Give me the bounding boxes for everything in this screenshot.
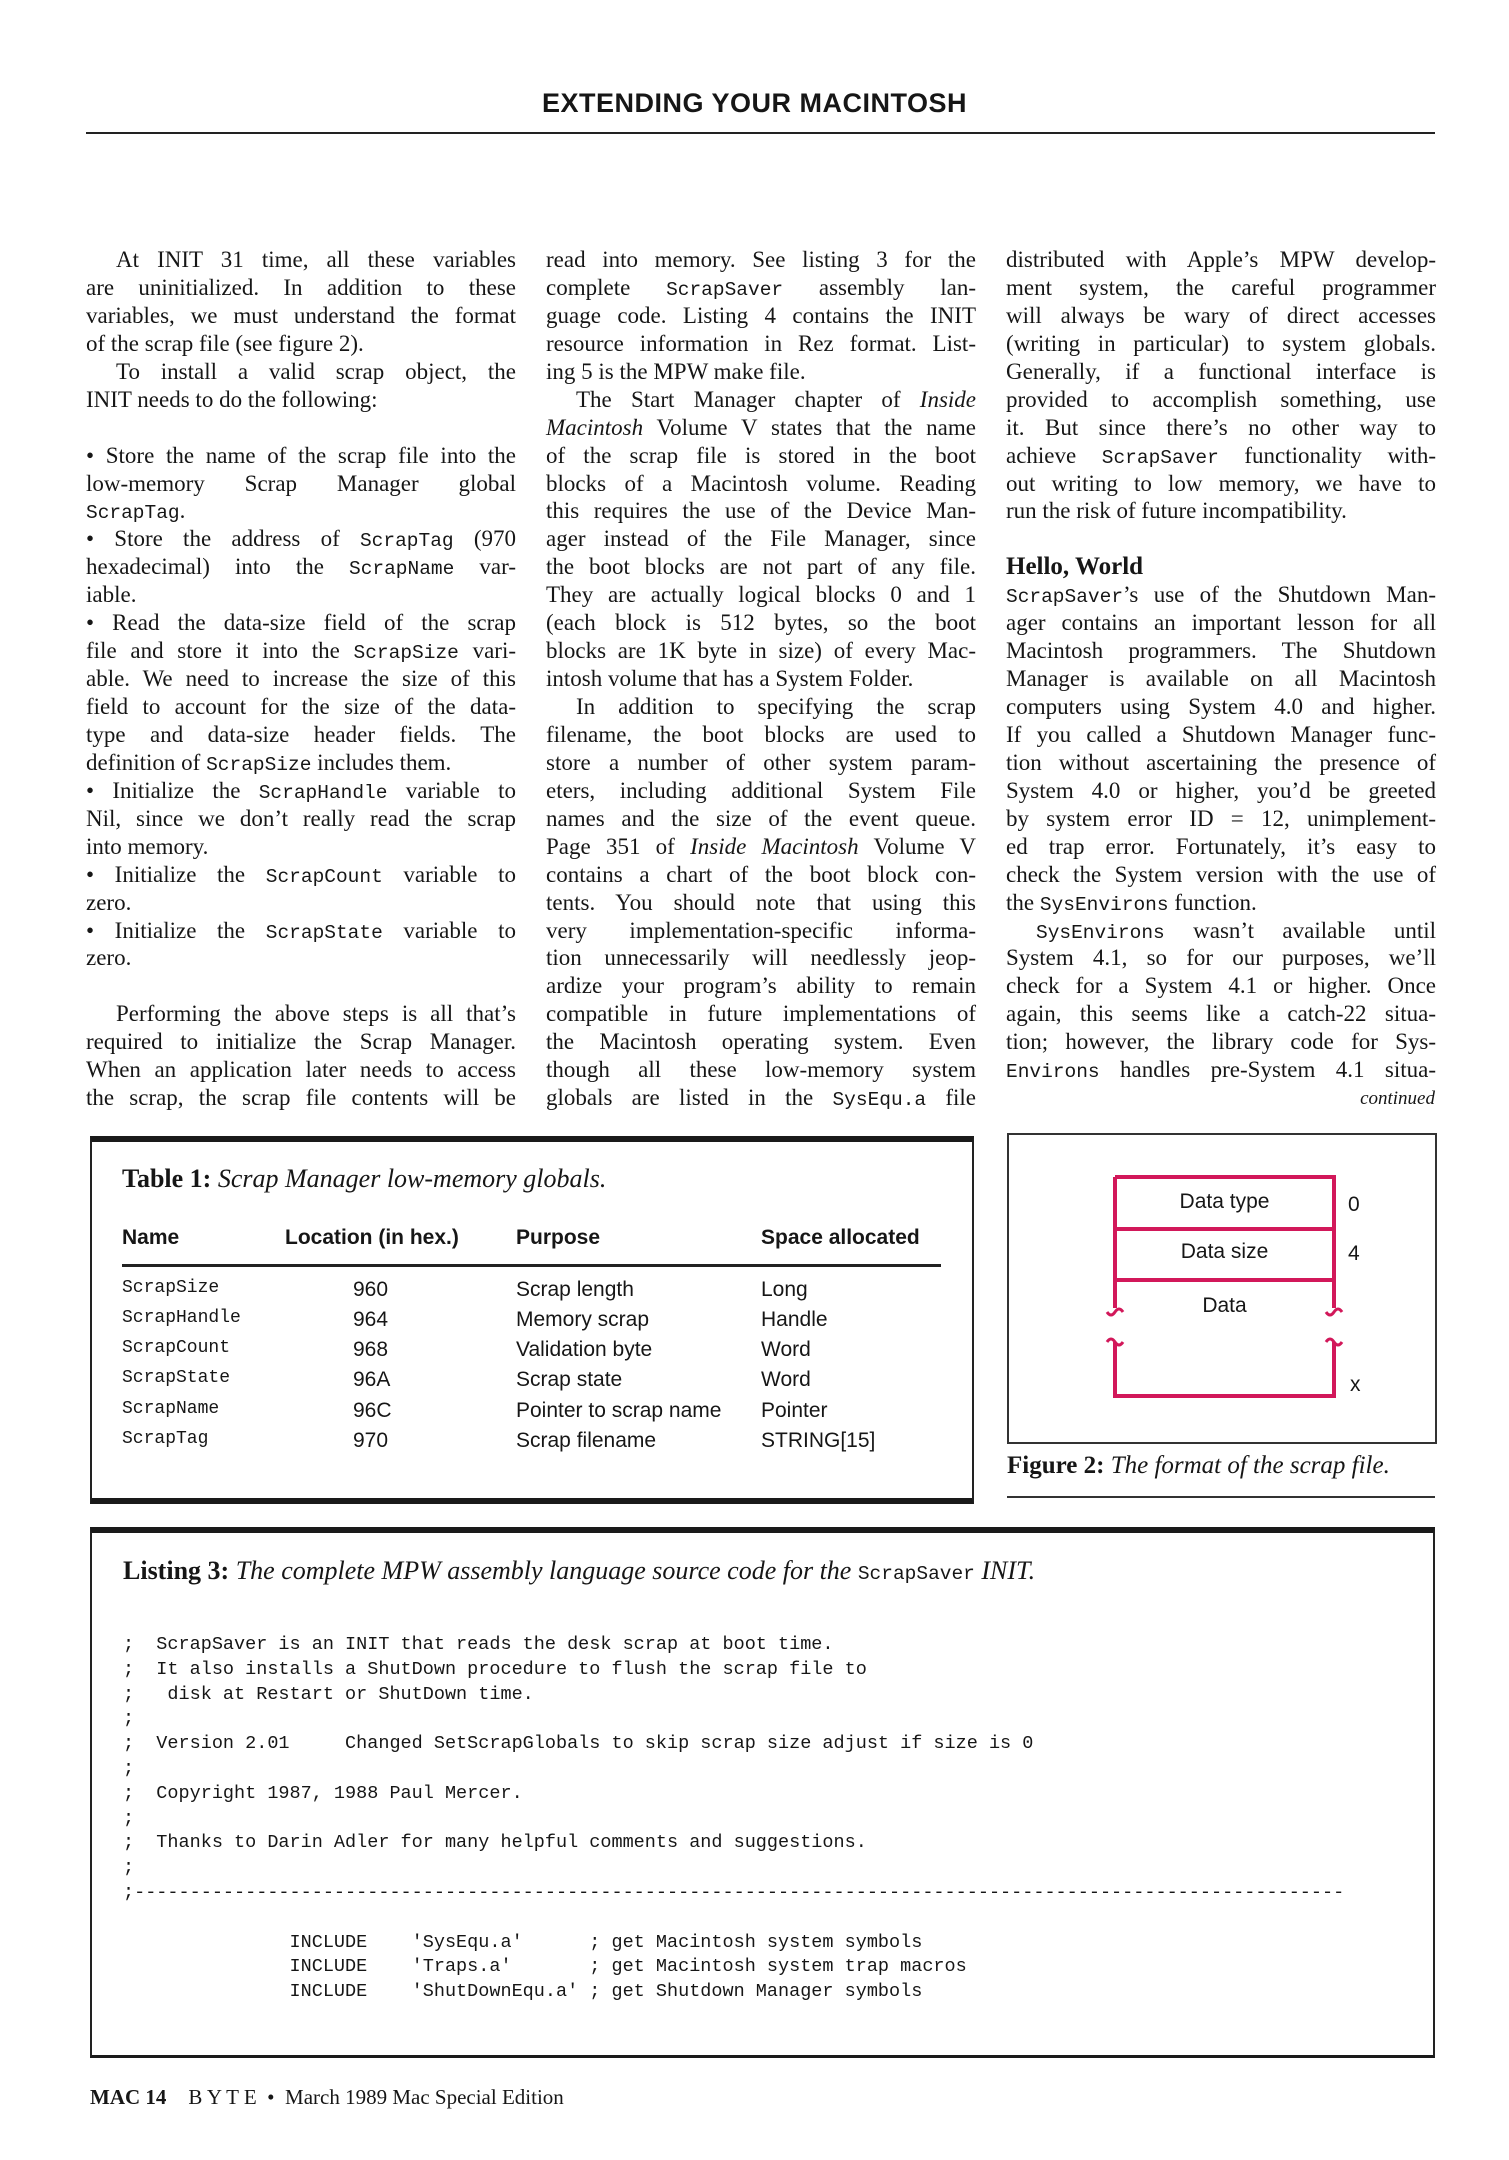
listing-label: Listing 3: [123, 1556, 230, 1585]
cell-name: ScrapName [122, 1399, 220, 1419]
text-run: ardize your program’s ability to remain [546, 973, 976, 999]
text-run: If you called a Shutdown Manager func- [1006, 721, 1436, 747]
text-run: it. But since there’s no other way to [1006, 414, 1436, 440]
code-line: ; [123, 1757, 135, 1779]
code-term: ScrapHandle [258, 781, 388, 804]
text-run: provided to accomplish something, use [1006, 386, 1436, 412]
table-header-name: Name [122, 1226, 180, 1249]
code-term: SysEnvirons [1036, 921, 1165, 944]
code-term: ScrapSaver [666, 278, 784, 301]
offset-label: x [1350, 1373, 1361, 1396]
text-run: filename, the boot blocks are used to [546, 721, 976, 747]
code-term: SysEnvirons [1039, 893, 1169, 916]
cell-purpose: Pointer to scrap name [516, 1399, 722, 1422]
table-header-location: Location (in hex.) [285, 1226, 459, 1249]
text-run: read into memory. See listing 3 for the [546, 247, 976, 272]
cell-location: 968 [353, 1338, 389, 1361]
text-run: variable to [382, 861, 516, 887]
text-run: out writing to low memory, we have to [1006, 470, 1436, 496]
text-run: blocks are 1K byte in size) of every Mac- [546, 638, 976, 664]
text-run: • Store the name of the scrap file into the [86, 442, 516, 468]
text-run: hexadecimal) into the [86, 554, 349, 580]
text-run: zero. [86, 889, 132, 915]
code-line: ; [123, 1807, 135, 1829]
text-run: eters, including additional System File [546, 777, 976, 803]
listing-caption-code: ScrapSaver [857, 1563, 975, 1585]
text-run: Volume V [858, 833, 977, 859]
text-run: ager contains an important lesson for all [1006, 610, 1436, 636]
cell-purpose: Validation byte [516, 1338, 653, 1361]
code-term: ScrapTag [359, 530, 454, 553]
listing-title [123, 1556, 1035, 1586]
code-term: Environs [1006, 1061, 1100, 1084]
text-run: Performing the above steps is all that’s [116, 1001, 516, 1027]
code-listing [123, 1633, 1413, 2005]
text-run: ment system, the careful programmer [1006, 274, 1436, 300]
text-run: tion without ascertaining the presence of [1006, 749, 1436, 775]
cell-name: ScrapTag [122, 1429, 209, 1449]
text-run: At INIT 31 time, all these variables [116, 247, 516, 272]
text-run: includes them. [311, 749, 452, 775]
text-run: Hello, World [1006, 553, 1144, 581]
text-run: type and data-size header fields. The [86, 721, 516, 747]
text-run: globals are listed in the [546, 1085, 833, 1111]
text-run: the Macintosh operating system. Even [546, 1029, 976, 1055]
text-run: again, this seems like a catch-22 situa- [1006, 1001, 1436, 1027]
text-run: ing 5 is the MPW make file. [546, 358, 806, 384]
text-run: Macintosh programmers. The Shutdown [1006, 638, 1436, 664]
cell-location: 970 [353, 1429, 389, 1452]
text-run: variable to [387, 777, 516, 803]
code-line [123, 1906, 1413, 1931]
box-bottom-outline [1115, 1342, 1334, 1396]
code-line: ; [123, 1708, 135, 1730]
cell-space: Long [761, 1278, 808, 1301]
text-run: contains a chart of the boot block con- [546, 861, 976, 887]
text-run: (writing in particular) to system globals. [1006, 330, 1436, 356]
book-title: Inside Macintosh [690, 833, 859, 859]
listing-caption: The complete MPW assembly language source code for the [235, 1556, 852, 1585]
cell-purpose: Memory scrap [516, 1308, 650, 1331]
field-data-size: Data size [1180, 1240, 1269, 1263]
text-run: tion; however, the library code for Sys- [1006, 1029, 1436, 1055]
book-title: Inside [919, 386, 976, 412]
code-term: ScrapName [349, 558, 455, 581]
code-line: ; ScrapSaver is an INIT that reads the desk scrap at boot time. [123, 1634, 834, 1655]
text-run: Nil, since we don’t really read the scrap [86, 805, 516, 831]
continued-note: continued [1360, 1088, 1435, 1109]
cell-name: ScrapState [122, 1368, 231, 1388]
text-run: though all these low-memory system [546, 1057, 976, 1083]
cell-purpose: Scrap filename [516, 1429, 657, 1452]
text-run: They are actually logical blocks 0 and 1 [546, 582, 976, 608]
code-line: INCLUDE 'Traps.a' ; get Macintosh system trap macros [123, 1956, 967, 1978]
text-run: achieve [1006, 442, 1102, 468]
cell-space: Handle [761, 1308, 828, 1331]
text-run: • Read the data-size field of the scrap [86, 610, 516, 636]
text-run: (each block is 512 bytes, so the boot [546, 610, 976, 636]
cell-location: 964 [353, 1308, 389, 1331]
text-run: intosh volume that has a System Folder. [546, 666, 914, 692]
code-line: ; Copyright 1987, 1988 Paul Mercer. [123, 1782, 523, 1804]
text-run: field to account for the size of the data- [86, 694, 516, 719]
text-run: tents. You should note that using this [546, 889, 976, 915]
text-run: zero. [86, 945, 132, 971]
text-run: In addition to specifying the scrap [576, 694, 976, 719]
code-term: ScrapSaver [1101, 446, 1219, 469]
text-run: compatible in future implementations of [546, 1001, 976, 1027]
text-run: The Start Manager chapter of [576, 386, 920, 412]
text-run: resource information in Rez format. List- [546, 330, 976, 356]
table-header-space: Space allocated [761, 1226, 920, 1249]
text-run: variables, we must understand the format [86, 302, 516, 328]
text-run: names and the size of the event queue. [546, 805, 976, 831]
text-run: are uninitialized. In addition to these [86, 274, 516, 300]
cell-location: 96A [353, 1368, 391, 1391]
text-run: functionality with- [1218, 442, 1436, 468]
text-run: ’s use of the Shutdown Man- [1123, 582, 1436, 608]
cell-space: Pointer [761, 1399, 828, 1422]
text-run: the boot blocks are not part of any file. [546, 554, 976, 580]
figure-caption [1007, 1452, 1390, 1480]
cell-location: 96C [353, 1399, 392, 1422]
text-run: guage code. Listing 4 contains the INIT [546, 302, 976, 328]
cell-space: STRING[15] [761, 1429, 876, 1452]
text-run: check the System version with the use of [1006, 861, 1436, 887]
figure-label: Figure 2: [1007, 1452, 1105, 1479]
code-line: ; [123, 1857, 135, 1879]
text-run: variable to [382, 917, 516, 943]
cell-space: Word [761, 1368, 811, 1391]
text-run: • Initialize the [86, 777, 259, 803]
text-run: very implementation-specific informa- [546, 917, 976, 943]
table-caption: Scrap Manager low-memory globals. [217, 1164, 607, 1193]
text-run: distributed with Apple’s MPW develop- [1006, 247, 1436, 272]
code-line: ; disk at Restart or ShutDown time. [123, 1683, 534, 1705]
code-term: ScrapTag [86, 502, 180, 525]
text-run: (970 [453, 526, 516, 552]
text-run: vari- [458, 638, 516, 664]
text-run: To install a valid scrap object, the [116, 358, 516, 384]
cell-name: ScrapSize [122, 1278, 220, 1298]
cell-name: ScrapHandle [122, 1308, 241, 1328]
field-data-type: Data type [1179, 1190, 1270, 1213]
page-footer [90, 2085, 564, 2110]
text-run: • Initialize the [86, 861, 266, 887]
offset-label: 4 [1348, 1242, 1360, 1265]
text-run: store a number of other system param- [546, 749, 976, 775]
text-run: run the risk of future incompatibility. [1006, 498, 1347, 524]
code-line: ; Thanks to Darin Adler for many helpful comments and suggestions. [123, 1832, 867, 1854]
text-run: low-memory Scrap Manager global [86, 470, 516, 496]
code-term: ScrapSize [206, 753, 312, 776]
text-run: INIT needs to do the following: [86, 386, 378, 412]
figure-rule [1007, 1496, 1435, 1498]
code-term: ScrapSaver [1006, 586, 1124, 609]
cell-purpose: Scrap state [516, 1368, 623, 1391]
text-run: able. We need to increase the size of this [86, 666, 516, 692]
text-run: • Initialize the [86, 917, 266, 943]
offset-label: 0 [1348, 1193, 1360, 1216]
text-run: function. [1168, 889, 1257, 915]
text-run: var- [454, 554, 516, 580]
book-title: Macintosh [546, 414, 644, 440]
text-run: System 4.0 or higher, you’d be greeted [1006, 777, 1436, 803]
text-run: handles pre-System 4.1 situa- [1099, 1057, 1436, 1083]
text-run: tion unnecessarily will needlessly jeop- [546, 945, 976, 971]
text-run: this requires the use of the Device Man- [546, 498, 976, 524]
text-run: the scrap, the scrap file contents will be [86, 1085, 516, 1111]
text-run: . [179, 498, 186, 524]
text-run: Volume V states that the name [643, 414, 976, 440]
text-run: the [1006, 889, 1040, 915]
text-run: computers using System 4.0 and higher. [1006, 694, 1436, 719]
cell-location: 960 [353, 1278, 389, 1301]
code-term: ScrapSize [353, 642, 459, 665]
publication-info: B Y T E • March 1989 Mac Special Edition [188, 2085, 564, 2109]
text-run: Manager is available on all Macintosh [1006, 666, 1436, 692]
text-run: ed trap error. Fortunately, it’s easy to [1006, 833, 1436, 859]
text-run: Page 351 of [546, 833, 691, 859]
text-run: into memory. [86, 833, 209, 859]
cell-purpose: Scrap length [516, 1278, 634, 1301]
cell-name: ScrapCount [122, 1338, 231, 1358]
code-term: ScrapCount [265, 865, 383, 888]
text-run: check for a System 4.1 or higher. Once [1006, 973, 1436, 999]
text-run: Generally, if a functional interface is [1006, 358, 1436, 384]
text-run: of the scrap file is stored in the boot [546, 442, 976, 468]
code-line: ;------------------------------------------------------------------------------------------------------------- [123, 1881, 1345, 1903]
code-term: SysEqu.a [832, 1089, 927, 1112]
text-run: iable. [86, 582, 137, 608]
text-run: blocks of a Macintosh volume. Reading [546, 470, 976, 496]
text-run: • Store the address of [86, 526, 360, 552]
text-run: definition of [86, 749, 207, 775]
text-run: by system error ID = 12, unimplement- [1006, 805, 1436, 831]
text-run: System 4.1, so for our purposes, we’ll [1006, 945, 1436, 971]
table-header-purpose: Purpose [516, 1226, 601, 1249]
text-run: ager instead of the File Manager, since [546, 526, 976, 552]
listing-caption-end: INIT. [981, 1556, 1036, 1585]
text-run: required to initialize the Scrap Manager. [86, 1029, 516, 1055]
cell-space: Word [761, 1338, 811, 1361]
code-line: ; It also installs a ShutDown procedure to flush the scrap file to [123, 1658, 867, 1680]
text-run: complete [546, 274, 667, 300]
text-run: of the scrap file (see figure 2). [86, 330, 364, 356]
text-run: will always be wary of direct accesses [1006, 302, 1436, 328]
field-data: Data [1202, 1294, 1247, 1317]
table-label: Table 1: [122, 1164, 212, 1193]
figure-caption-text: The format of the scrap file. [1110, 1452, 1390, 1479]
code-term: ScrapState [265, 921, 383, 944]
text-run: wasn’t available until [1164, 917, 1436, 943]
text-run: When an application later needs to access [86, 1057, 516, 1083]
text-run: file [926, 1085, 976, 1111]
page-number: MAC 14 [90, 2085, 167, 2109]
text-run: file and store it into the [86, 638, 354, 664]
text-run: assembly lan- [783, 274, 977, 300]
code-line: INCLUDE 'ShutDownEqu.a' ; get Shutdown Manager symbols [123, 1981, 923, 2003]
code-line: ; Version 2.01 Changed SetScrapGlobals to skip scrap size adjust if size is 0 [123, 1733, 1034, 1755]
code-line: INCLUDE 'SysEqu.a' ; get Macintosh system symbols [123, 1931, 923, 1953]
running-head: EXTENDING YOUR MACINTOSH [541, 88, 968, 118]
